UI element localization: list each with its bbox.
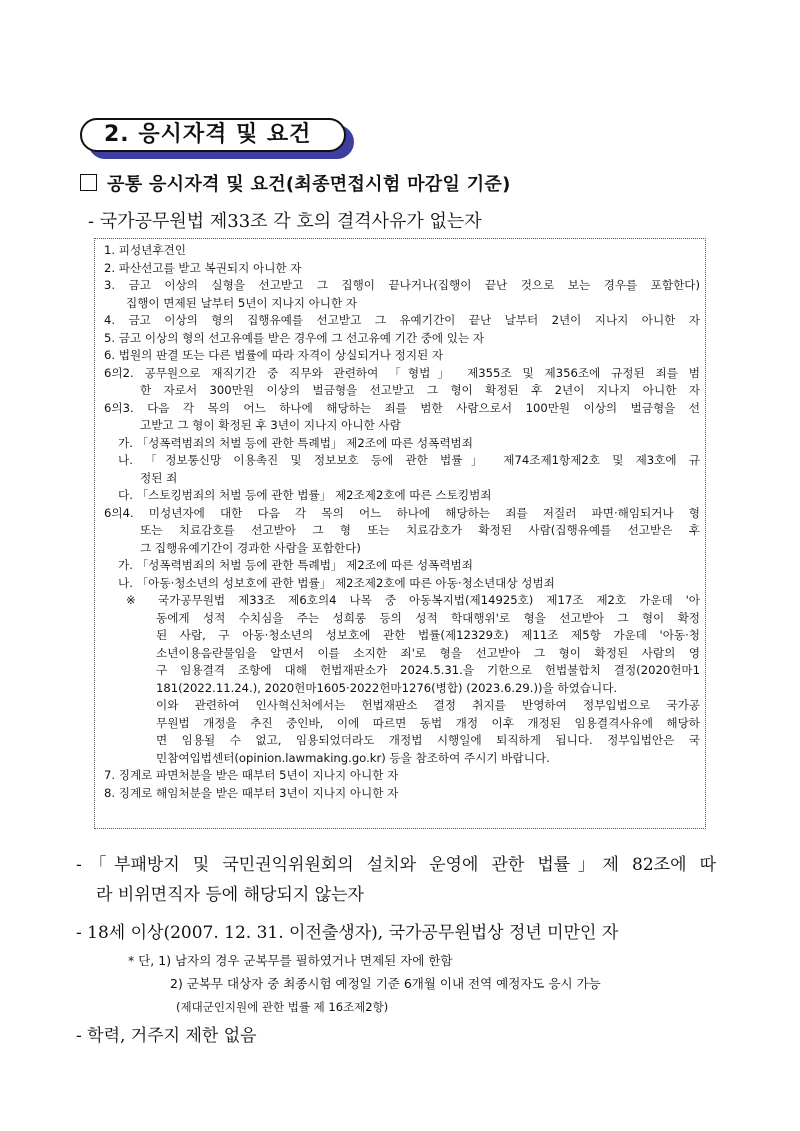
requirement-education-residence: - 학력, 거주지 제한 없음 (76, 1026, 257, 1046)
list-item: 가. 「성폭력범죄의 처벌 등에 관한 특례법」 제2조에 따른 성폭력범죄 (118, 435, 473, 450)
list-item: 정된 죄 (140, 470, 178, 485)
list-item: 1. 피성년후견인 (104, 243, 186, 257)
notice-line: 구 임용결격 조항에 대해 헌법재판소가 2024.5.31.을 기한으로 헌법불합치 결정(2020헌마1 (156, 663, 700, 677)
checkbox-square-icon (80, 174, 97, 191)
notice-line: 된 사람, 구 아동·청소년의 성보호에 관한 법률(제12329호) 제11조 제5항 가운데 '아동·청 (156, 628, 700, 642)
notice-line: 소년이용음란물임을 알면서 이를 소지한 죄'로 형을 선고받아 그 형이 확정된 사람의 영 (156, 645, 700, 660)
list-item: 그 집행유예기간이 경과한 사람을 포함한다) (140, 540, 361, 555)
list-item: 한 자로서 300만원 이상의 벌금형을 선고받고 그 형이 확정된 후 2년이 지나지 아니한 자 (140, 383, 700, 397)
list-item: 6의4. 미성년자에 대한 다음 각 목의 어느 하나에 해당하는 죄를 저질러 파면·해임되거나 형 (104, 505, 700, 520)
requirement-anti-corruption-line1: -「부패방지 및 국민권익위원회의 설치와 운영에 관한 법률」제 82조에 따 (76, 855, 716, 875)
list-item: 다. 「스토킹범죄의 처벌 등에 관한 법률」 제2조제2호에 따른 스토킹범죄 (118, 488, 492, 502)
list-item: 고받고 그 형이 확정된 후 3년이 지나지 아니한 사람 (140, 418, 401, 432)
list-item: 나. 「정보통신망 이용촉진 및 정보보호 등에 관한 법률」 제74조제1항제2호 및 제3호에 규 (118, 453, 700, 467)
list-item: 6. 법원의 판결 또는 다른 법률에 따라 자격이 상실되거나 정지된 자 (104, 348, 444, 362)
requirement-disqualification: - 국가공무원법 제33조 각 호의 결격사유가 없는자 (88, 211, 482, 232)
list-item: 6의2. 공무원으로 재직기간 중 직무와 관련하여 「형법」 제355조 및 제356조에 규정된 죄를 범 (104, 365, 700, 380)
list-item: 6의3. 다음 각 목의 어느 하나에 해당하는 죄를 범한 사람으로서 100만원 이상의 벌금형을 선 (104, 400, 700, 415)
common-heading-text: 공통 응시자격 및 요건(최종면접시험 마감일 기준) (107, 174, 511, 195)
military-note-line1: * 단, 1) 남자의 경우 군복무를 필하였거나 면제된 자에 한함 (128, 953, 453, 968)
disqualification-list (104, 242, 700, 802)
list-item: 2. 파산선고를 받고 복권되지 아니한 자 (104, 260, 302, 275)
list-item: 5. 금고 이상의 형의 선고유예를 받은 경우에 그 선고유예 기간 중에 있는 자 (104, 330, 485, 345)
notice-line: 면 임용될 수 없고, 임용되었더라도 개정법 시행일에 퇴직하게 됩니다. 정부입법안은 국 (156, 733, 700, 747)
list-item: 가. 「성폭력범죄의 처벌 등에 관한 특례법」 제2조에 따른 성폭력범죄 (118, 558, 473, 572)
notice-line: 민참여입법센터(opinion.lawmaking.go.kr) 등을 참조하여 주시기 바랍니다. (156, 750, 550, 765)
list-item: 4. 금고 이상의 형의 집행유예를 선고받고 그 유예기간이 끝난 날부터 2년이 지나지 아니한 자 (104, 313, 700, 327)
section-title: 2. 응시자격 및 요건 (80, 118, 346, 152)
list-item: 3. 금고 이상의 실형을 선고받고 그 집행이 끝나거나(집행이 끝난 것으로 보는 경우를 포함한다) (104, 278, 700, 292)
list-item: 8. 징계로 해임처분을 받은 때부터 3년이 지나지 아니한 자 (104, 785, 399, 800)
requirement-anti-corruption-line2: 라 비위면직자 등에 해당되지 않는자 (96, 885, 364, 905)
list-item: 집행이 면제된 날부터 5년이 지나지 아니한 자 (126, 295, 358, 310)
list-item: 7. 징계로 파면처분을 받은 때부터 5년이 지나지 아니한 자 (104, 768, 399, 782)
military-note-line3: (제대군인지원에 관한 법률 제 16조제2항) (176, 1000, 389, 1014)
list-item: 또는 치료감호를 선고받아 그 형 또는 치료감호가 확정된 사람(집행유예를 선고받은 후 (140, 523, 700, 537)
section-heading-tab (80, 118, 354, 154)
notice-line: 동에게 성적 수치심을 주는 성희롱 등의 성적 학대행위'로 형을 선고받아 그 형이 확정 (156, 610, 700, 625)
list-item: 나. 「아동·청소년의 성보호에 관한 법률」 제2조제2호에 따른 아동·청소년대상 성범죄 (118, 575, 555, 590)
notice-line: 무원법 개정을 추진 중인바, 이에 따르면 동법 개정 이후 개정된 임용결격사유에 해당하 (156, 715, 700, 730)
requirement-age: - 18세 이상(2007. 12. 31. 이전출생자), 국가공무원법상 정년 미만인 자 (76, 923, 619, 943)
common-requirements-heading (80, 170, 511, 196)
notice-line: 이와 관련하여 인사혁신처에서는 헌법재판소 결정 취지를 반영하여 정부입법으로 국가공 (156, 698, 700, 712)
notice-line: 181(2022.11.24.), 2020헌마1605·2022헌마1276(병합) (2023.6.29.))을 하였습니다. (156, 680, 618, 695)
military-note-line2: 2) 군복무 대상자 중 최종시험 예정일 기준 6개월 이내 전역 예정자도 응시 가능 (170, 976, 601, 991)
notice-line: ※ 국가공무원법 제33조 제6호의4 나목 중 아동복지법(제14925호) 제17조 제2호 가운데 '아 (126, 593, 700, 607)
